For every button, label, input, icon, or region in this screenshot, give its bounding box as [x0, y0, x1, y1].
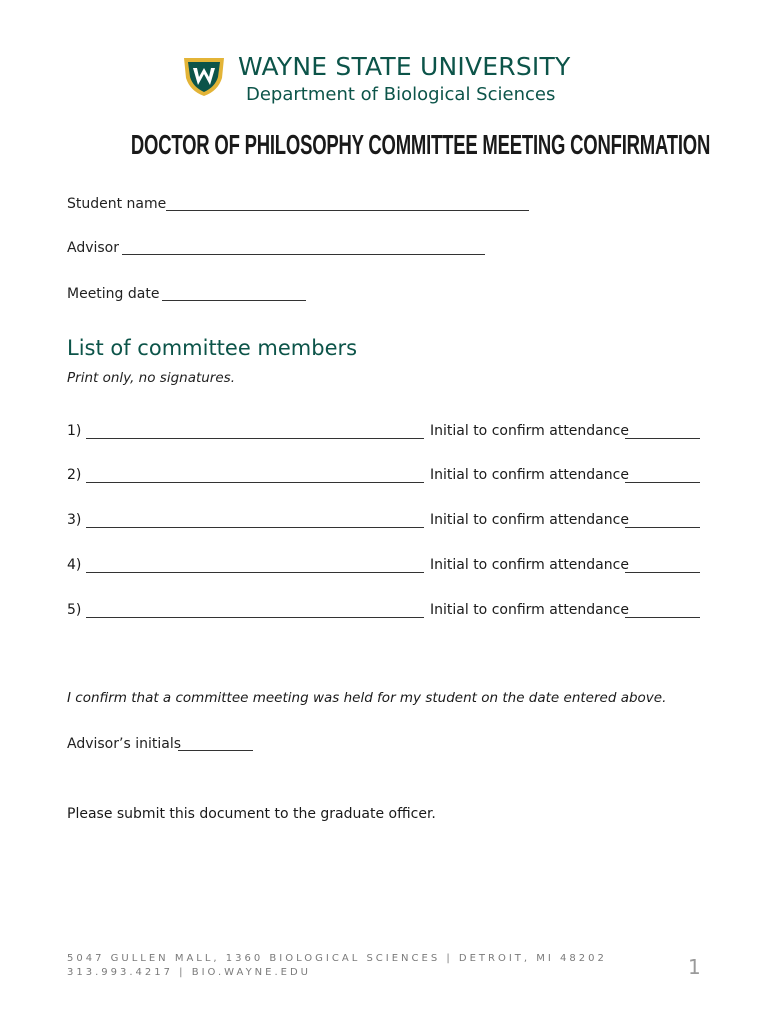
committee-member-row-2 — [67, 466, 700, 486]
footer-contact: 313.993.4217 | BIO.WAYNE.EDU — [67, 967, 311, 978]
member-number: 1) — [67, 423, 82, 439]
initial-field[interactable] — [625, 572, 700, 573]
wsu-shield-logo-icon — [181, 54, 227, 98]
member-number: 5) — [67, 602, 82, 618]
student-name-field[interactable] — [166, 210, 529, 211]
initial-label: Initial to confirm attendance — [430, 557, 629, 573]
document-title: DOCTOR OF PHILOSOPHY COMMITTEE MEETING CONFIRMATION — [130, 129, 711, 160]
member-number: 2) — [67, 467, 82, 483]
confirmation-statement: I confirm that a committee meeting was held for my student on the date entered above. — [67, 690, 667, 706]
department-name: Department of Biological Sciences — [246, 84, 556, 105]
initial-field[interactable] — [625, 482, 700, 483]
committee-section-heading: List of committee members — [67, 336, 358, 360]
university-name: WAYNE STATE UNIVERSITY — [238, 52, 571, 81]
meeting-date-label: Meeting date — [67, 286, 160, 302]
advisor-initials-field[interactable] — [178, 750, 253, 751]
meeting-date-field[interactable] — [162, 300, 306, 301]
initial-label: Initial to confirm attendance — [430, 512, 629, 528]
initial-field[interactable] — [625, 527, 700, 528]
member-name-field[interactable] — [86, 438, 424, 439]
member-name-field[interactable] — [86, 482, 424, 483]
committee-member-row-4 — [67, 556, 700, 576]
initial-label: Initial to confirm attendance — [430, 423, 629, 439]
member-number: 3) — [67, 512, 82, 528]
page-number: 1 — [688, 955, 701, 979]
advisor-field[interactable] — [122, 254, 485, 255]
initial-field[interactable] — [625, 438, 700, 439]
initial-label: Initial to confirm attendance — [430, 467, 629, 483]
committee-section-subheading: Print only, no signatures. — [67, 370, 235, 386]
member-name-field[interactable] — [86, 572, 424, 573]
advisor-initials-label: Advisor’s initials — [67, 736, 181, 752]
student-name-label: Student name — [67, 196, 167, 212]
footer-address: 5047 GULLEN MALL, 1360 BIOLOGICAL SCIENCES | DETROIT, MI 48202 — [67, 953, 607, 964]
submit-instructions: Please submit this document to the graduate officer. — [67, 806, 436, 822]
committee-member-row-1 — [67, 422, 700, 442]
advisor-label: Advisor — [67, 240, 120, 256]
committee-member-row-3 — [67, 511, 700, 531]
member-name-field[interactable] — [86, 617, 424, 618]
member-name-field[interactable] — [86, 527, 424, 528]
committee-member-row-5 — [67, 601, 700, 621]
initial-field[interactable] — [625, 617, 700, 618]
initial-label: Initial to confirm attendance — [430, 602, 629, 618]
member-number: 4) — [67, 557, 82, 573]
